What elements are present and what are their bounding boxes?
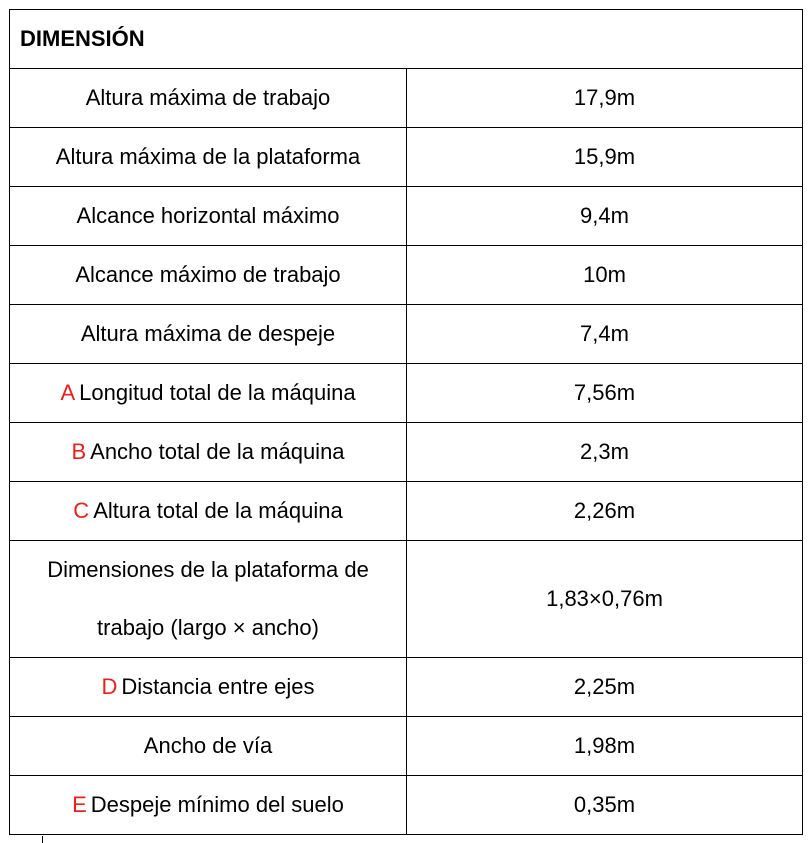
row-label: Longitud total de la máquina bbox=[79, 380, 356, 405]
table-row bbox=[10, 246, 803, 305]
table-row bbox=[10, 482, 803, 541]
row-label: Altura total de la máquina bbox=[93, 498, 343, 523]
row-label-cell bbox=[10, 423, 407, 482]
table-header-row bbox=[10, 10, 803, 69]
row-label-cell bbox=[10, 482, 407, 541]
row-label: Dimensiones de la plataforma de trabajo (largo × ancho) bbox=[47, 557, 369, 640]
row-label-cell bbox=[10, 69, 407, 128]
dimension-letter-d: D bbox=[101, 674, 118, 699]
table-row bbox=[10, 423, 803, 482]
row-value-cell: 9,4m bbox=[407, 187, 803, 246]
row-value-cell: 7,56m bbox=[407, 364, 803, 423]
table-row bbox=[10, 364, 803, 423]
table-row bbox=[10, 69, 803, 128]
row-label: Ancho total de la máquina bbox=[90, 439, 345, 464]
row-value-cell: 10m bbox=[407, 246, 803, 305]
row-label: Alcance máximo de trabajo bbox=[75, 262, 341, 287]
table-header-cell: DIMENSIÓN bbox=[10, 10, 803, 69]
table-row bbox=[10, 187, 803, 246]
row-label-cell bbox=[10, 776, 407, 835]
row-label: Altura máxima de despeje bbox=[80, 321, 336, 346]
row-value-cell: 1,98m bbox=[407, 717, 803, 776]
row-label-cell bbox=[10, 305, 407, 364]
dimension-letter-e: E bbox=[72, 792, 87, 817]
row-value-cell: 15,9m bbox=[407, 128, 803, 187]
table-row bbox=[10, 541, 803, 658]
row-label-cell bbox=[10, 658, 407, 717]
table-row bbox=[10, 305, 803, 364]
row-label-cell bbox=[10, 128, 407, 187]
row-label: Altura máxima de la plataforma bbox=[55, 144, 361, 169]
row-value-cell: 17,9m bbox=[407, 69, 803, 128]
table-row bbox=[10, 658, 803, 717]
table-row bbox=[10, 776, 803, 835]
table-row bbox=[10, 128, 803, 187]
row-label: Alcance horizontal máximo bbox=[76, 203, 340, 228]
row-label-cell bbox=[10, 717, 407, 776]
row-label-cell bbox=[10, 541, 407, 658]
row-label-cell bbox=[10, 187, 407, 246]
row-value-cell: 0,35m bbox=[407, 776, 803, 835]
dimension-letter-c: C bbox=[73, 498, 90, 523]
row-label-cell bbox=[10, 364, 407, 423]
text-cursor-mark bbox=[42, 836, 43, 843]
row-value-cell: 1,83×0,76m bbox=[407, 541, 803, 658]
row-value-cell: 2,3m bbox=[407, 423, 803, 482]
row-label: Ancho de vía bbox=[143, 733, 273, 758]
table-row bbox=[10, 717, 803, 776]
dimension-letter-a: A bbox=[60, 380, 76, 405]
row-label-cell bbox=[10, 246, 407, 305]
row-value-cell: 2,26m bbox=[407, 482, 803, 541]
row-label: Distancia entre ejes bbox=[121, 674, 315, 699]
row-value-cell: 2,25m bbox=[407, 658, 803, 717]
row-label: Altura máxima de trabajo bbox=[85, 85, 331, 110]
row-label: Despeje mínimo del suelo bbox=[90, 792, 344, 817]
dimension-letter-b: B bbox=[71, 439, 87, 464]
dimension-spec-table bbox=[9, 9, 803, 835]
row-value-cell: 7,4m bbox=[407, 305, 803, 364]
